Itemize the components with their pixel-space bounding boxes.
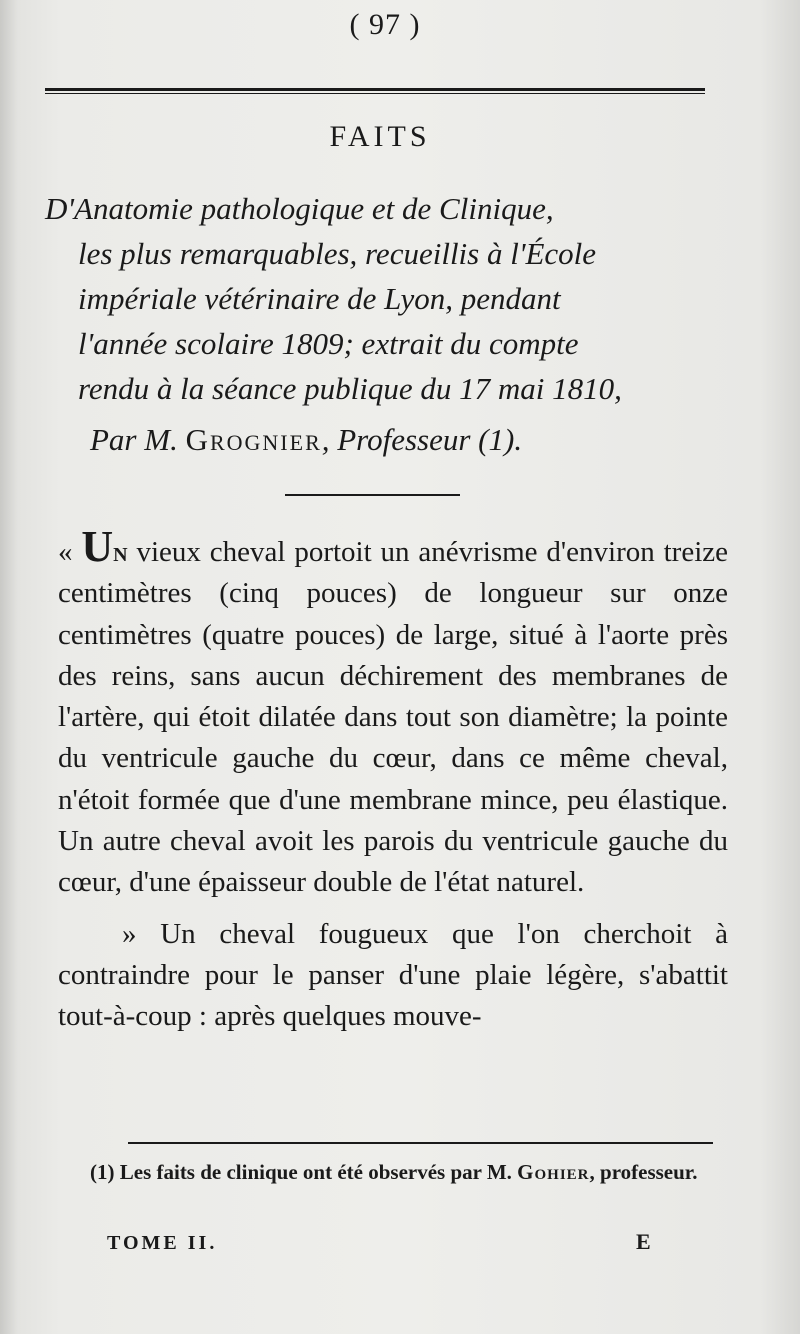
- small-caps-word: n: [113, 536, 128, 568]
- paragraph-text: vieux cheval portoit un anévrisme d'environ treize centimètres (cinq pouces) de longueur sur onze centimètres (quatre pouces) de large, situé à l'aorte près des reins, sans aucun déchirement des membranes de l'artère, qui étoit dilatée dans tout son diamètre; la pointe du ventricule gauche du cœur, dans ce même cheval, n'étoit formée que d'une membrane mince, peu élastique. Un autre cheval avoit les parois du ventricule gauche du cœur, d'une épaisseur double de l'état naturel.: [58, 536, 728, 899]
- header-rule: [45, 88, 705, 91]
- signature-mark: E: [636, 1229, 651, 1254]
- footnote-rule: [128, 1142, 713, 1144]
- section-divider: [285, 494, 460, 496]
- volume-label: TOME II.: [107, 1232, 218, 1254]
- subtitle-line: rendu à la séance publique du 17 mai 1810,: [78, 371, 622, 406]
- subtitle-line: impériale vétérinaire de Lyon, pendant: [78, 281, 561, 316]
- paragraph: » Un cheval fougueux que l'on cherchoit à contraindre pour le panser d'une plaie légère, s'abattit tout-à-coup : après quelques mouve-: [58, 917, 728, 1033]
- paragraph: [58, 522, 728, 904]
- subtitle-line: D'Anatomie pathologique et de Clinique,: [45, 191, 554, 226]
- author-name: Grognier: [185, 422, 322, 457]
- body-text: [58, 522, 728, 1038]
- page-number: ( 97 ): [349, 8, 421, 41]
- author-line: [90, 422, 522, 458]
- drop-cap: U: [81, 522, 114, 571]
- footnote-text: (1) Les faits de clinique ont été observés par M.: [90, 1160, 518, 1184]
- opening-quote: «: [58, 536, 82, 568]
- footnote-tail: , professeur.: [589, 1160, 698, 1184]
- author-suffix: , Professeur (1).: [321, 422, 523, 457]
- author-prefix: Par M.: [90, 422, 178, 457]
- subtitle-line: les plus remarquables, recueillis à l'École: [78, 236, 597, 271]
- section-title: FAITS: [329, 120, 431, 153]
- header-rule-thin: [45, 93, 705, 94]
- subtitle-line: l'année scolaire 1809; extrait du compte: [78, 326, 579, 361]
- footnote-name: Gohier: [517, 1160, 590, 1184]
- footnote: [60, 1157, 740, 1187]
- section-subtitle: [45, 186, 720, 411]
